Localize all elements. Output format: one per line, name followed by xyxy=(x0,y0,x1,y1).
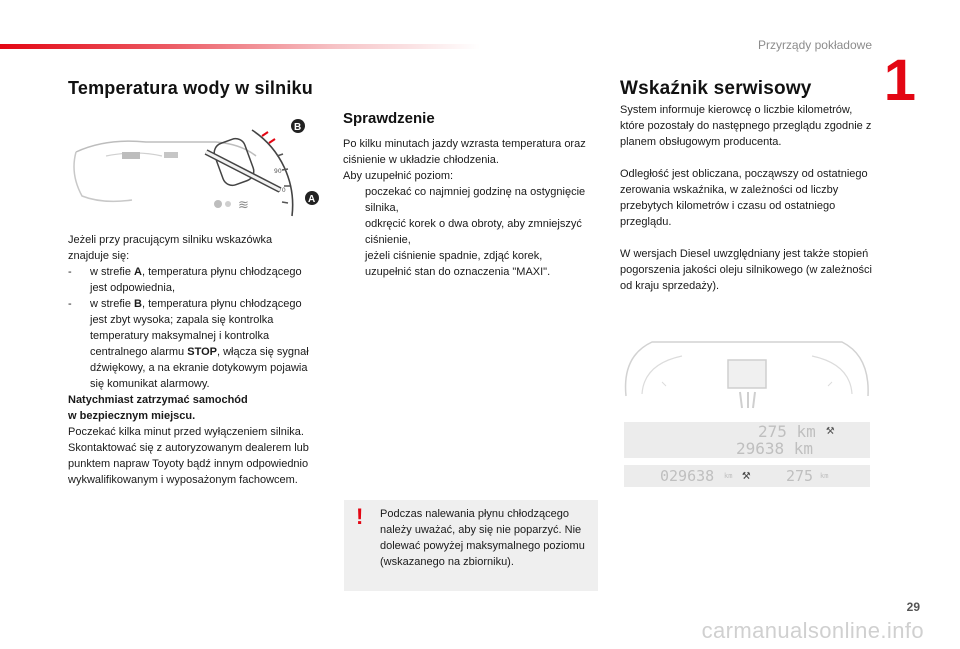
service-paragraph-2: Odległość jest obliczana, począwszy od ostatniego zerowania wskaźnika, w zależności od liczby przebytych kilometrów i czasu od ostatniego przeglądu. xyxy=(620,168,868,228)
coolant-temperature-text xyxy=(68,232,314,488)
list-item-zone-b: - w strefie B, temperatura płynu chłodzącego jest zbyt wysoka; zapala się kontrolka temperatury maksymalnej i kontrolka centralnego alarmu STOP, włącza się sygnał dźwiękowy, a na ekranie dotykowym pojawia się komunikat alarmowy. xyxy=(68,298,309,390)
gauge-intro: Jeżeli przy pracującym silniku wskazówka znajduje się: xyxy=(68,234,273,262)
header-accent-bar xyxy=(0,44,480,49)
service-indicator-heading: Wskaźnik serwisowy xyxy=(620,78,812,99)
page-number: 29 xyxy=(906,600,920,614)
watermark: carmanualsonline.info xyxy=(701,618,924,643)
step-item: uzupełnić stan do oznaczenia "MAXI". xyxy=(365,266,551,278)
coolant-temperature-heading: Temperatura wody w silniku xyxy=(68,78,313,98)
odometer-km: 29638 km xyxy=(736,439,814,458)
stop-warning-line-2: w bezpiecznym miejscu. xyxy=(68,410,196,422)
step-item: poczekać co najmniej godzinę na ostygnięcie silnika, xyxy=(365,186,586,214)
stop-warning-line-1: Natychmiast zatrzymać samochód xyxy=(68,394,248,406)
gauge-tick-90: 90 xyxy=(274,168,282,175)
contact-dealer-instruction: Skontaktować się z autoryzowanym dealerem lub punktem napraw Toyoty bądź innym odpowiednio wykwalifikowanym i wyposażonym fachowcem. xyxy=(68,442,309,486)
service-unit: km xyxy=(820,472,829,480)
service-paragraph-3: W wersjach Diesel uwzględniany jest także stopień pogorszenia jakości oleju silnikowego (w zależności od kraju sprzedaży). xyxy=(620,248,872,292)
coolant-symbol-icon: ≋ xyxy=(238,198,249,213)
wrench-icon: ⚒ xyxy=(826,422,835,438)
service-paragraph-1: System informuje kierowcę o liczbie kilometrów, które pozostały do następnego przeglądu zgodnie z planem obsługowym producenta. xyxy=(620,104,872,148)
odometer-unit: km xyxy=(724,472,733,480)
service-value: 275 xyxy=(786,467,814,485)
step-item: odkręcić korek o dwa obroty, aby zmniejszyć ciśnienie, xyxy=(365,218,582,246)
zone-b-label: B xyxy=(294,122,302,133)
list-item-zone-a: - w strefie A, temperatura płynu chłodzącego jest odpowiednia, xyxy=(68,266,302,294)
odometer-value: 029638 xyxy=(660,467,715,485)
warning-exclamation-icon: ! xyxy=(356,504,364,529)
instrument-cluster-illustration xyxy=(622,336,872,416)
checking-text xyxy=(343,136,595,280)
wait-instruction: Poczekać kilka minut przed wyłączeniem silnika. xyxy=(68,426,304,438)
service-remaining-km: 275 km xyxy=(758,422,816,441)
section-title: Przyrządy pokładowe xyxy=(757,38,872,52)
gauge-tick-70: 70 xyxy=(278,187,286,194)
checking-heading: Sprawdzenie xyxy=(343,110,435,127)
wrench-icon: ⚒ xyxy=(742,467,751,483)
warning-note-text: Podczas nalewania płynu chłodzącego należy uważać, aby się nie poparzyć. Nie dolewać powyżej maksymalnego poziomu (wskazanego na zbiorniku). xyxy=(380,508,585,568)
zone-a-label: A xyxy=(308,194,316,205)
checking-intro: Po kilku minutach jazdy wzrasta temperatura oraz ciśnienie w układzie chłodzenia. xyxy=(343,138,586,166)
step-item: jeżeli ciśnienie spadnie, zdjąć korek, xyxy=(365,250,543,262)
service-display-2 xyxy=(624,465,870,487)
warning-note-box xyxy=(344,500,598,591)
chapter-number: 1 xyxy=(883,48,916,113)
temperature-gauge-illustration xyxy=(66,112,330,220)
service-indicator-text xyxy=(620,102,872,294)
service-display-1 xyxy=(624,422,870,458)
checking-intro-2: Aby uzupełnić poziom: xyxy=(343,170,454,182)
